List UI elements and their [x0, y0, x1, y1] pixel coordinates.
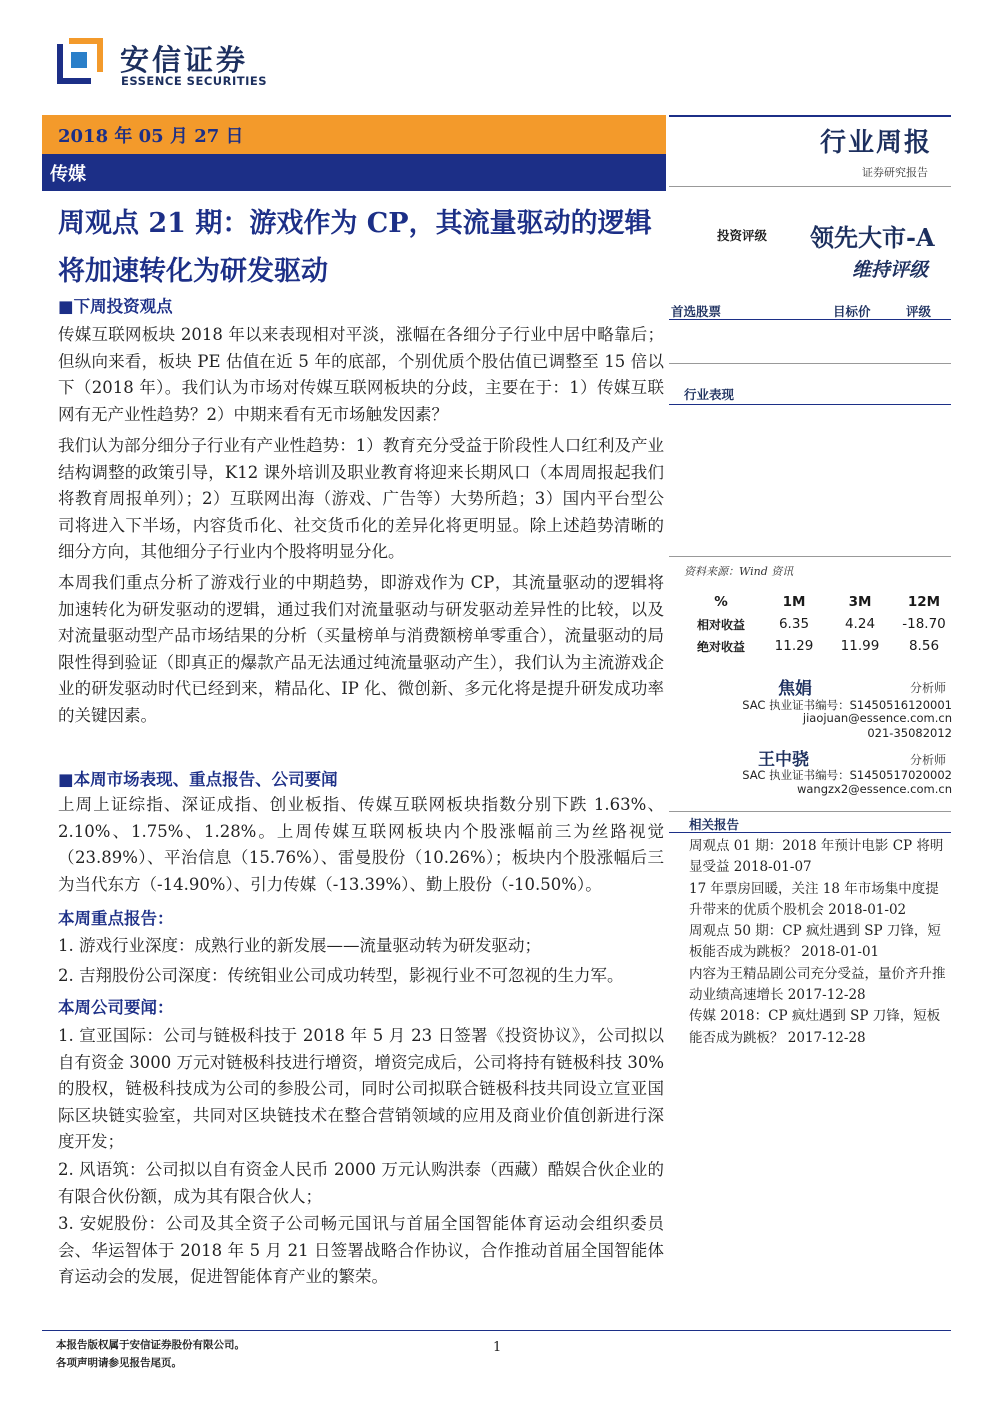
- related-report-item[interactable]: 周观点 01 期：2018 年预计电影 CP 将明显受益 2018-01-07: [689, 838, 944, 876]
- section-heading-market: ■本周市场表现、重点报告、公司要闻: [58, 770, 338, 789]
- related-report-item[interactable]: 17 年票房回暖，关注 18 年市场集中度提升带来的优质个股机会 2018-01-02: [689, 880, 939, 918]
- data-source: 资料来源：Wind 资讯: [684, 565, 794, 578]
- industry-performance-label: 行业表现: [684, 387, 735, 402]
- logo-text-en: ESSENCE SECURITIES: [121, 74, 267, 88]
- analyst-role: 分析师: [910, 753, 947, 767]
- paragraph: 我们认为部分细分子行业有产业性趋势：1）教育充分受益于阶段性人口红利及产业结构调整的政策引导，K12 课外培训及职业教育将迎来长期风口（本周周报起我们将教育周报单列）；2）互联网出海（游戏、广告等）大势所趋；3）国内平台型公司将进入下半场，内容货币化、社交货币化的差异化将更明显。除上述趋势清晰的细分方向，其他细分子行业内个股将明显分化。: [58, 436, 664, 561]
- analyst-name: 王中骁: [758, 750, 809, 770]
- related-rule: [669, 832, 951, 833]
- list-item: 1. 宣亚国际：公司与链极科技于 2018 年 5 月 23 日签署《投资协议》，公司拟以自有资金 3000 万元对链极科技进行增资，增资完成后，公司将持有链极科技 30%的股权，链极科技成为公司的参股公司，同时公司拟联合链极科技共同设立宣亚国际区块链实验室，共同对区块链技术在整合营销领域的应用及商业价值创新进行深度开发；: [58, 1026, 664, 1151]
- performance-table: [684, 591, 958, 657]
- table-row: [684, 635, 958, 657]
- header-rule: [669, 115, 951, 117]
- table-header: 3M: [848, 594, 872, 610]
- list-item: 3. 安妮股份：公司及其全资子公司畅元国讯与首届全国智能体育运动会组织委员会、华运智体于 2018 年 5 月 21 日签署战略合作协议，合作推动首届全国智能体育运动会的发展，促进智能体育产业的繁荣。: [58, 1214, 664, 1286]
- analyst-email: wangzx2@essence.com.cn: [796, 782, 952, 796]
- page-number: 1: [493, 1340, 502, 1355]
- table-cell: 6.35: [778, 616, 810, 632]
- table-cell: 8.56: [908, 638, 940, 654]
- related-report-item[interactable]: 传媒 2018：CP 疯灶遇到 SP 刀锋，短板能否成为跳板？ 2017-12-28: [689, 1008, 941, 1046]
- list-item: 2. 风语筑：公司拟以自有资金人民币 2000 万元认购洪泰（西藏）酷娱合伙企业的有限合伙份额，成为其有限合伙人；: [58, 1160, 664, 1206]
- related-top-rule: [669, 811, 951, 812]
- rating-label: 投资评级: [717, 228, 768, 243]
- analyst-sac: SAC 执业证书编号：S1450517020002: [742, 768, 952, 782]
- industry-rule: [669, 404, 951, 405]
- chart-bottom-rule: [669, 556, 951, 557]
- paragraph: 上周上证综指、深证成指、创业板指、传媒互联网板块指数分别下跌 1.63%、2.10%、1.75%、1.28%。上周传媒互联网板块内个股涨幅前三为丝路视觉（23.89%）、平治信息（15.76%）、雷曼股份（10.26%）；板块内个股涨幅后三为当代东方（-14.90%）、引力传媒（-13.39%）、勤上股份（-10.50%）。: [58, 795, 664, 894]
- table-row: [684, 613, 958, 635]
- analyst-phone: 021-35082012: [867, 726, 952, 740]
- report-date: 2018 年 05 月 27 日: [58, 126, 244, 147]
- logo-text-cn: 安信证券: [120, 43, 249, 77]
- stocks-divider: [669, 363, 951, 364]
- sector-label: 传媒: [50, 164, 86, 185]
- related-reports-label: 相关报告: [689, 817, 740, 832]
- subheading-news: 本周公司要闻：: [58, 998, 174, 1017]
- section-heading-outlook: ■下周投资观点: [58, 297, 173, 316]
- report-subtype: 证券研究报告: [862, 166, 928, 179]
- table-cell: 相对收益: [696, 617, 745, 632]
- report-type: 行业周报: [820, 128, 933, 158]
- table-cell: 绝对收益: [696, 639, 745, 654]
- footer-copyright: 本报告版权属于安信证券股份有限公司。: [56, 1339, 245, 1351]
- essence-logo-icon: [57, 38, 103, 84]
- target-price-label: 目标价: [833, 304, 871, 319]
- table-cell: 11.99: [840, 638, 880, 654]
- analyst-name: 焦娟: [778, 679, 812, 699]
- list-item: 2. 吉翔股份公司深度：传统钼业公司成功转型，影视行业不可忽视的生力军。: [58, 966, 624, 985]
- report-title: 周观点 21 期：游戏作为 CP，其流量驱动的逻辑将加速转化为研发驱动: [58, 208, 652, 287]
- related-reports-list: [689, 836, 951, 1049]
- related-report-item[interactable]: 内容为王精品剧公司充分受益，量价齐升推动业绩高速增长 2017-12-28: [689, 965, 946, 1004]
- footer-disclaimer: 各项声明请参见报告尾页。: [56, 1357, 182, 1369]
- table-cell: 4.24: [844, 616, 876, 632]
- paragraph: 传媒互联网板块 2018 年以来表现相对平淡，涨幅在各细分子行业中居中略靠后；但纵向来看，板块 PE 估值在近 5 年的底部，个别优质个股估值已调整至 15 倍以下（2018 年）。我们认为市场对传媒互联网板块的分歧，主要在于：1）传媒互联网有无产业性趋势？2）中期来看有无市场触发因素？: [58, 325, 664, 424]
- header-divider: [669, 186, 951, 187]
- stocks-label: 首选股票: [671, 304, 722, 319]
- analyst-role: 分析师: [910, 681, 947, 695]
- table-header: 1M: [782, 594, 806, 610]
- rating-value: 领先大市-A: [810, 223, 935, 252]
- sector-band: [42, 154, 666, 191]
- analyst-email: jiaojuan@essence.com.cn: [802, 711, 952, 725]
- list-item: 1. 游戏行业深度：成熟行业的新发展——流量驱动转为研发驱动；: [58, 936, 541, 955]
- rating-action: 维持评级: [852, 259, 929, 281]
- table-header-row: [684, 591, 958, 613]
- related-report-item[interactable]: 周观点 50 期：CP 疯灶遇到 SP 刀锋，短板能否成为跳板？ 2018-01-01: [689, 923, 941, 961]
- footer-rule: [42, 1330, 951, 1331]
- table-header: %: [714, 594, 728, 610]
- analyst-sac: SAC 执业证书编号：S1450516120001: [742, 698, 952, 712]
- table-cell: -18.70: [902, 616, 946, 632]
- stock-rating-label: 评级: [906, 304, 932, 319]
- paragraph: 本周我们重点分析了游戏行业的中期趋势，即游戏作为 CP，其流量驱动的逻辑将加速转化为研发驱动的逻辑，通过我们对流量驱动与研发驱动差异性的比较，以及对流量驱动型产品市场结果的分析（买量榜单与消费额榜单零重合），流量驱动的局限性得到验证（即真正的爆款产品无法通过纯流量驱动产生），我们认为主流游戏企业的研发驱动时代已经到来，精品化、IP 化、微创新、多元化将是提升研发成功率的关键因素。: [58, 573, 664, 725]
- table-cell: 11.29: [774, 638, 814, 654]
- table-header: 12M: [907, 594, 941, 610]
- subheading-reports: 本周重点报告：: [58, 909, 174, 928]
